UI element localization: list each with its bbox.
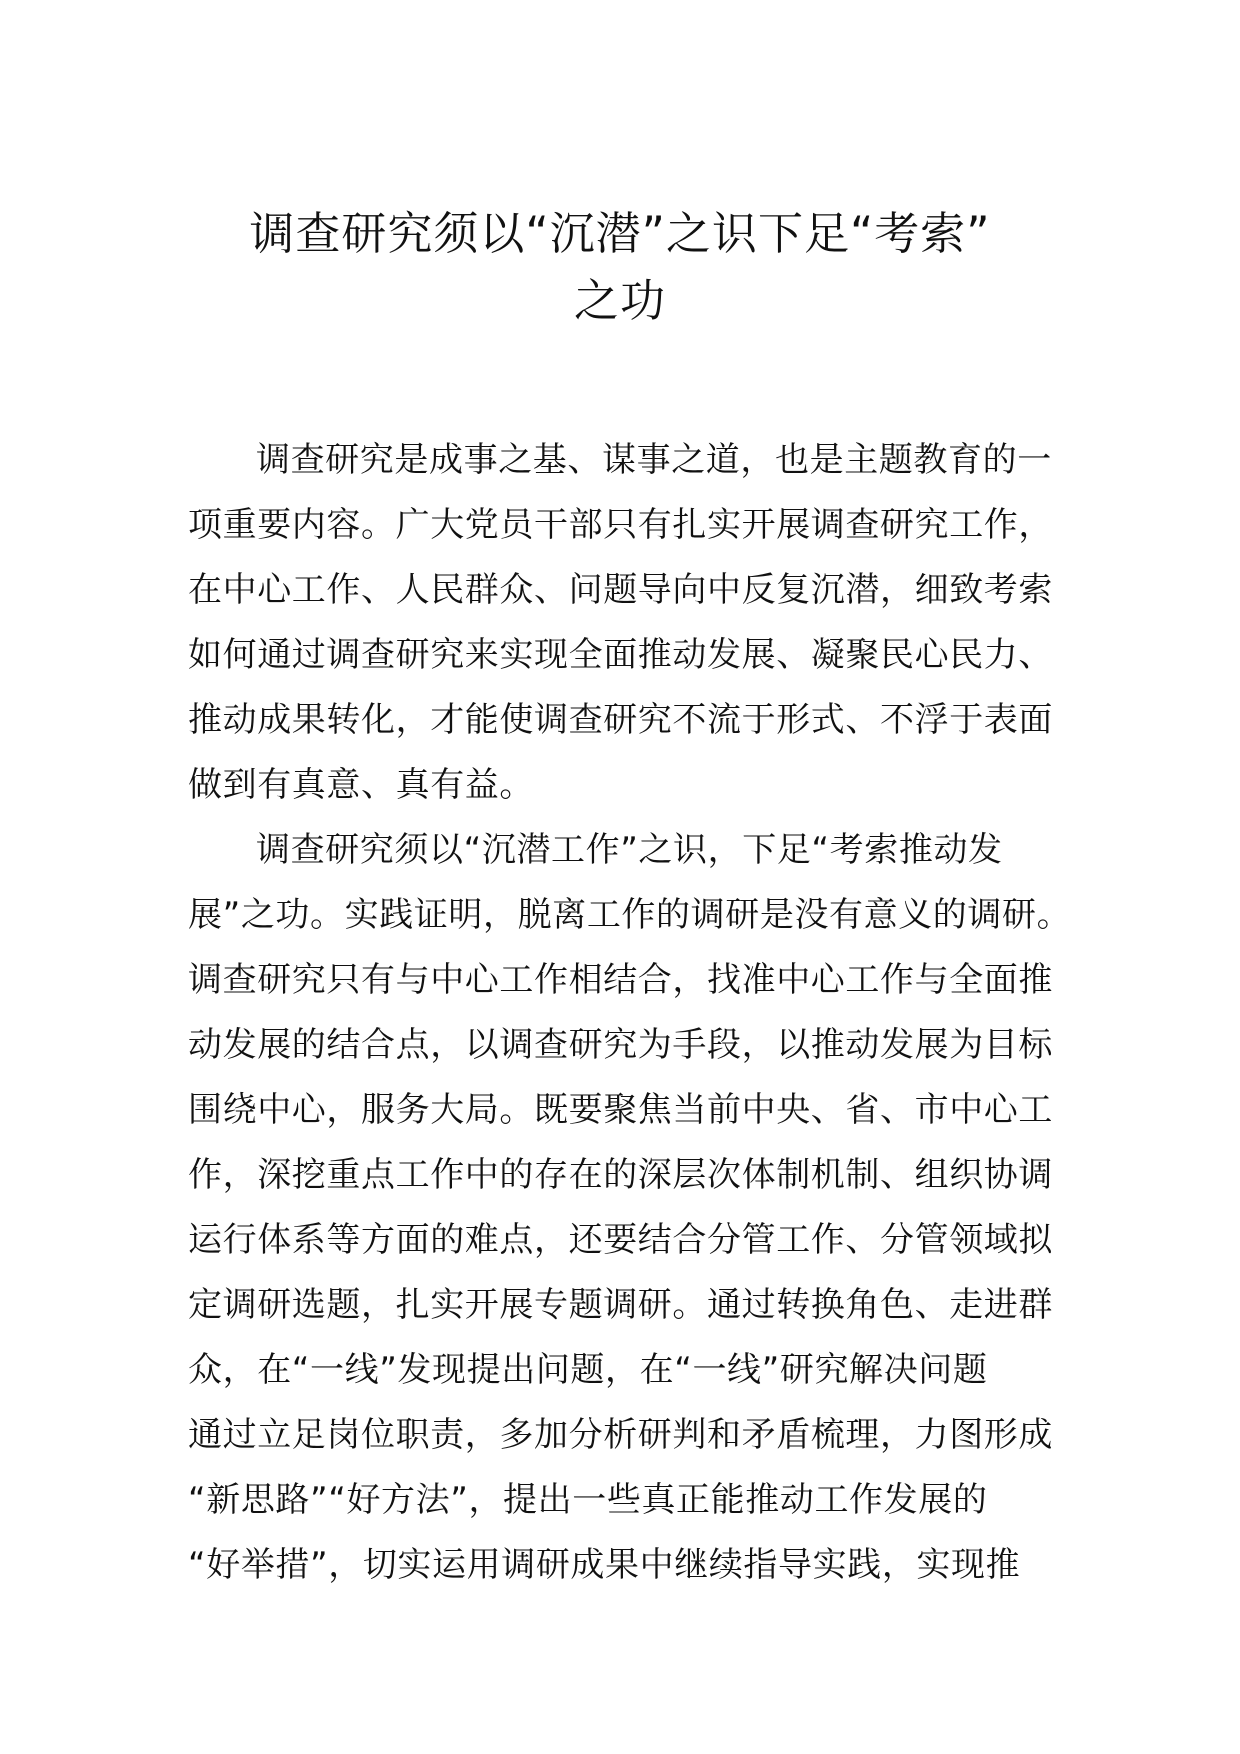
paragraph-line: 推动成果转化，才能使调查研究不流于形式、不浮于表面 [188,700,1053,740]
paragraph-line: 调查研究是成事之基、谋事之道，也是主题教育的一 [256,440,1052,480]
paragraph-line: 运行体系等方面的难点，还要结合分管工作、分管领域拟 [188,1220,1053,1260]
paragraph-line: 围绕中心，服务大局。既要聚焦当前中央、省、市中心工 [188,1090,1053,1130]
title-line: 之功 [573,274,666,327]
paragraph-line: 通过立足岗位职责，多加分析研判和矛盾梳理，力图形成 [188,1415,1053,1455]
document-body [188,428,1072,1598]
title-line: 调查研究须以“沉潜”之识下足“考索” [249,207,991,260]
paragraph-2 [188,818,1072,1598]
paragraph-line: 动发展的结合点，以调查研究为手段，以推动发展为目标 [188,1025,1053,1065]
paragraph-line: “好举措”，切实运用调研成果中继续指导实践，实现推 [188,1545,1021,1585]
paragraph-line: 作，深挖重点工作中的存在的深层次体制机制、组织协调 [188,1155,1053,1195]
paragraph-line: 定调研选题，扎实开展专题调研。通过转换角色、走进群 [188,1285,1053,1325]
paragraph-line: 调查研究须以“沉潜工作”之识，下足“考索推动发 [256,830,1003,870]
paragraph-line: 在中心工作、人民群众、问题导向中反复沉潜，细致考索 [188,570,1053,610]
paragraph-line: 做到有真意、真有益。 [188,765,534,805]
paragraph-line: 项重要内容。广大党员干部只有扎实开展调查研究工作， [188,505,1053,545]
paragraph-line: 如何通过调查研究来实现全面推动发展、凝聚民心民力、 [188,635,1053,675]
paragraph-line: 展”之功。实践证明，脱离工作的调研是没有意义的调研。 [188,895,1072,935]
paragraph-line: 众，在“一线”发现提出问题，在“一线”研究解决问题 [188,1350,988,1390]
paragraph-1 [188,428,1068,818]
paragraph-line: 调查研究只有与中心工作相结合，找准中心工作与全面推 [188,960,1053,1000]
paragraph-line: “新思路”“好方法”，提出一些真正能推动工作发展的 [188,1480,988,1520]
document-title [160,200,1080,334]
